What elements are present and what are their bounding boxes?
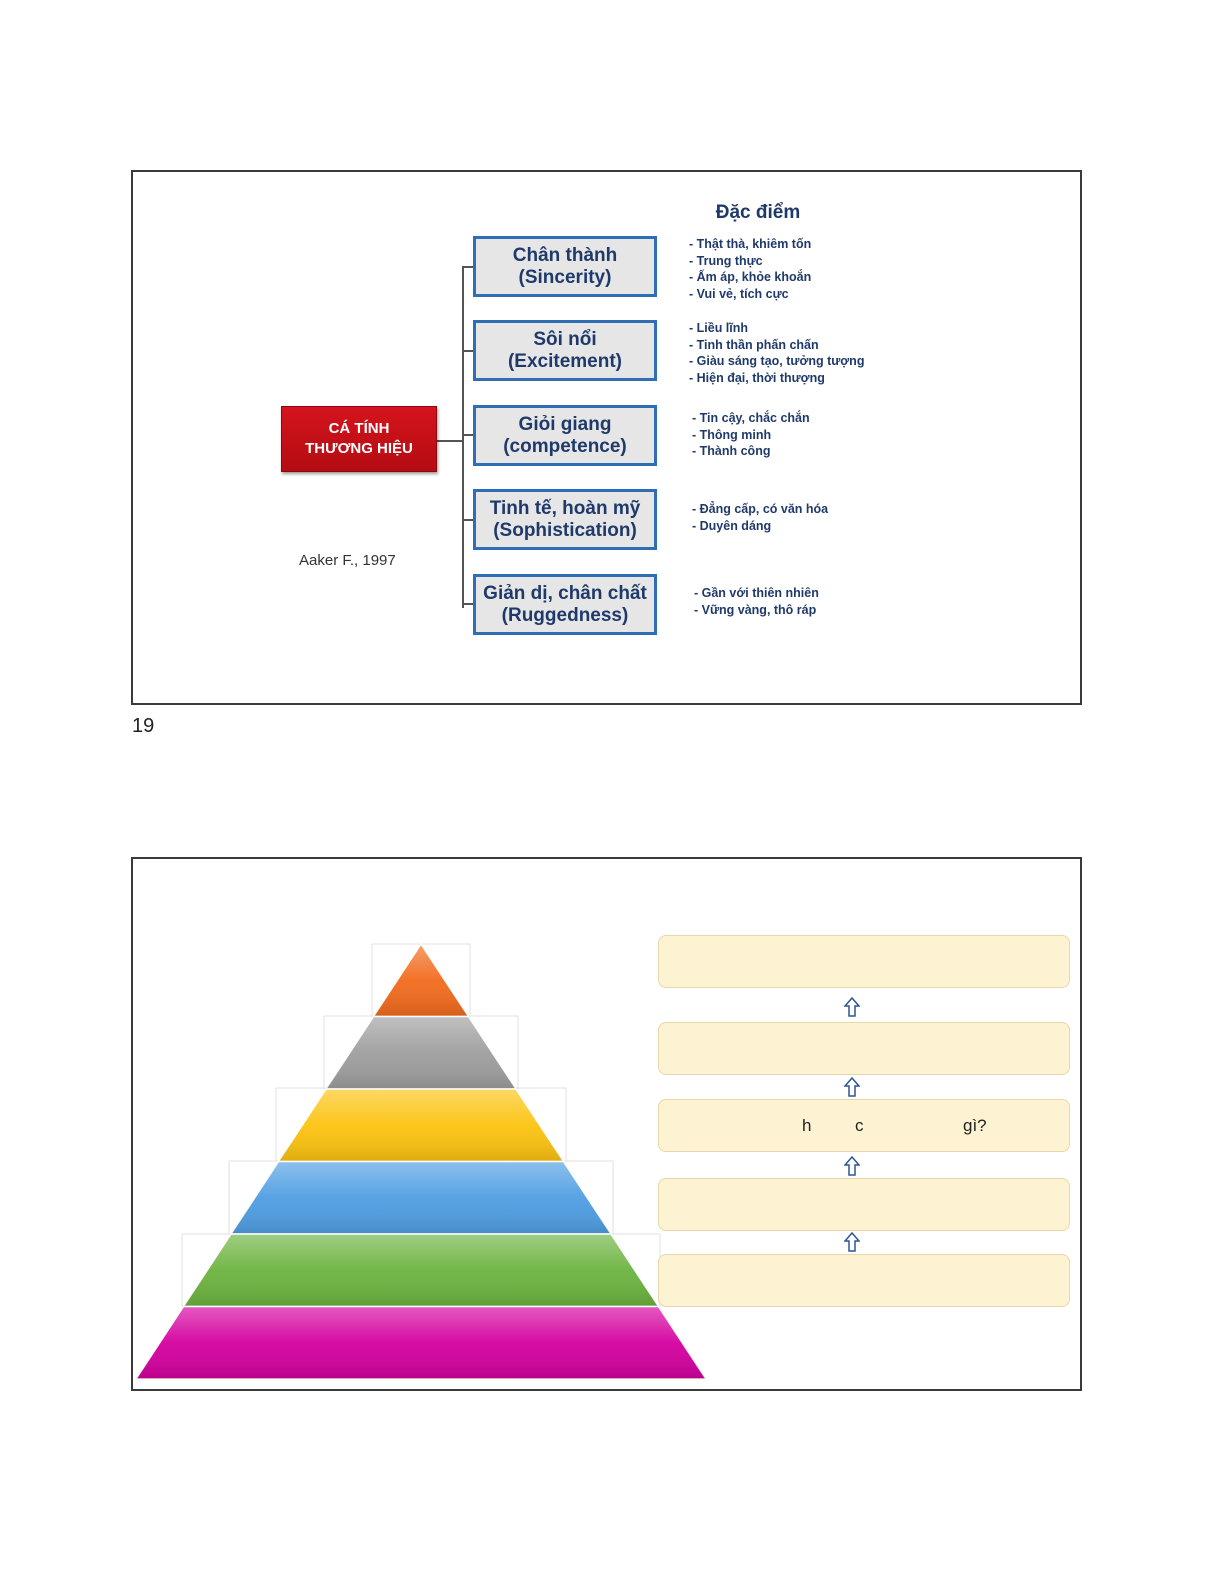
traits-excitement <box>689 320 864 386</box>
dimension-english: (Sophistication) <box>493 519 637 541</box>
trait-item: - Giàu sáng tạo, tưởng tượng <box>689 354 865 368</box>
trait-item: - Gần với thiên nhiên <box>694 586 819 600</box>
root-line-2: THƯƠNG HIỆU <box>305 440 413 457</box>
trait-item: - Ấm áp, khỏe khoắn <box>689 270 812 284</box>
pyramid-level-6-shine <box>136 1307 706 1380</box>
dimension-name: Sôi nổi <box>533 328 597 350</box>
trait-item: - Vững vàng, thô ráp <box>694 602 817 617</box>
trait-item: - Thật thà, khiêm tốn <box>689 237 812 251</box>
up-arrow-icon <box>844 1156 860 1176</box>
level-box-3-fragment-c: gì? <box>963 1116 987 1135</box>
dimension-name: Tinh tế, hoàn mỹ <box>489 497 641 519</box>
trait-item: - Hiện đại, thời thượng <box>689 370 825 385</box>
up-arrow-icon <box>844 1232 860 1252</box>
traits-sophistication <box>692 501 828 534</box>
dimension-name: Giản dị, chân chất <box>483 582 647 604</box>
trait-item: - Thành công <box>692 444 771 458</box>
dimension-english: (competence) <box>503 435 627 457</box>
level-box-3-fragment-b: c <box>855 1116 864 1135</box>
dimension-sophistication <box>473 489 657 550</box>
level-box-4 <box>658 1178 1070 1231</box>
dimension-ruggedness <box>473 574 657 635</box>
dimension-english: (Sincerity) <box>518 266 612 288</box>
level-box-2 <box>658 1022 1070 1075</box>
level-box-3 <box>658 1099 1070 1152</box>
dimension-name: Giỏi giang <box>518 413 612 435</box>
column-title: Đặc điểm <box>715 202 801 223</box>
slide-pyramid <box>131 857 1082 1391</box>
up-arrow-icon <box>844 997 860 1017</box>
up-arrow-icon <box>844 1077 860 1097</box>
pyramid-level-3-shine <box>279 1089 564 1162</box>
trait-item: - Duyên dáng <box>692 518 772 533</box>
traits-ruggedness <box>694 585 819 618</box>
pyramid-level-5-shine <box>184 1234 659 1307</box>
trait-item: - Thông minh <box>692 427 772 442</box>
connector-trunk <box>462 266 464 608</box>
trait-item: - Liều lĩnh <box>689 321 749 335</box>
slide-brand-personality <box>131 170 1082 705</box>
dimension-english: (Ruggedness) <box>501 604 629 626</box>
connector-branch-5 <box>462 603 473 605</box>
pyramid-level-1-shine <box>374 944 469 1017</box>
connector-branch-3 <box>462 434 473 436</box>
traits-competence <box>692 410 810 460</box>
connector-branch-2 <box>462 350 473 352</box>
root-line-1: CÁ TÍNH <box>328 420 390 437</box>
trait-item: - Đẳng cấp, có văn hóa <box>692 502 829 516</box>
pyramid-level-4-shine <box>231 1162 611 1235</box>
brand-personality-root <box>281 406 437 472</box>
connector-branch-1 <box>462 266 473 268</box>
trait-item: - Trung thực <box>689 253 763 268</box>
traits-sincerity <box>689 236 811 302</box>
dimension-excitement <box>473 320 657 381</box>
level-box-1 <box>658 935 1070 988</box>
level-box-3-fragment-a: h <box>802 1116 812 1135</box>
connector-branch-4 <box>462 519 473 521</box>
connector-root <box>435 440 463 442</box>
trait-item: - Vui vẻ, tích cực <box>689 286 789 301</box>
page-number: 19 <box>132 715 155 737</box>
trait-item: - Tinh thần phấn chấn <box>689 337 819 352</box>
pyramid-level-2-shine <box>326 1017 516 1090</box>
dimension-sincerity <box>473 236 657 297</box>
dimension-name: Chân thành <box>512 244 618 266</box>
dimension-english: (Excitement) <box>507 350 623 372</box>
trait-item: - Tin cậy, chắc chắn <box>692 411 810 425</box>
dimension-competence <box>473 405 657 466</box>
level-box-5 <box>658 1254 1070 1307</box>
citation: Aaker F., 1997 <box>299 552 396 569</box>
